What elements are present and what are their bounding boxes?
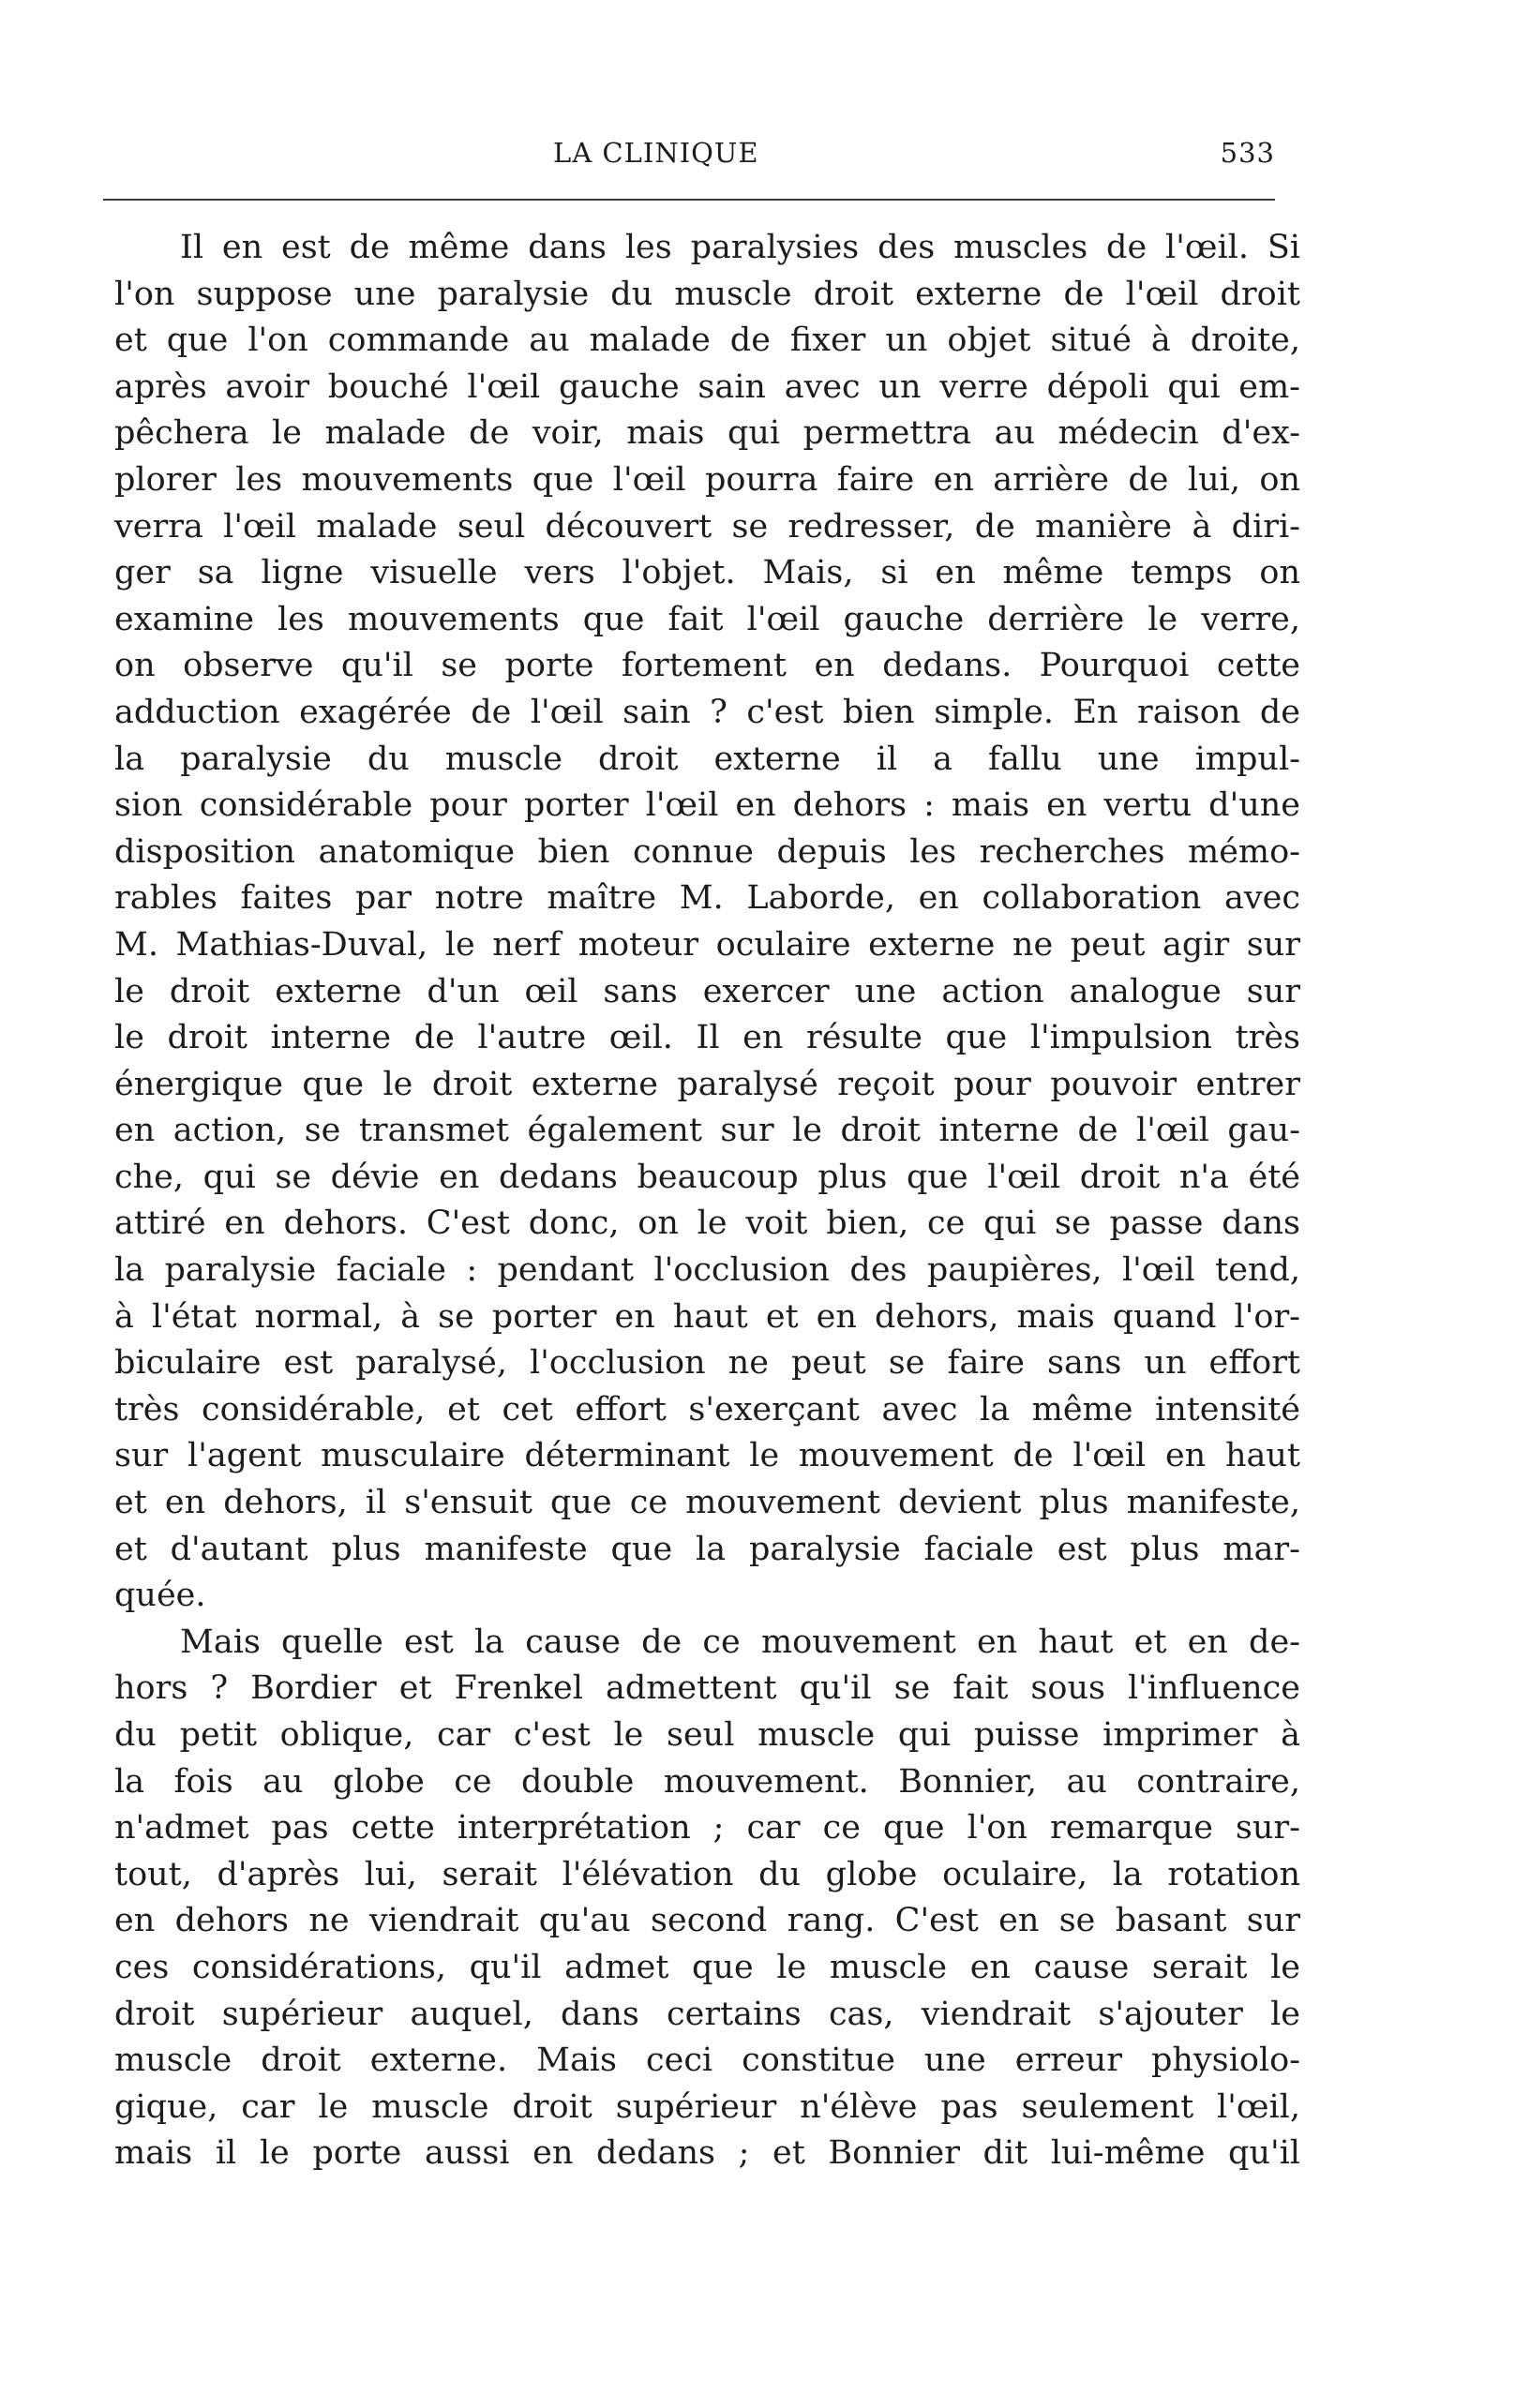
text-line: tout, d'après lui, serait l'élévation du globe oculaire, la rotation [114, 1855, 1300, 1893]
text-line: et que l'on commande au malade de fixer un objet situé à droite, [114, 322, 1300, 360]
text-line: disposition anatomique bien connue depuis les recherches mémo- [114, 832, 1300, 871]
running-head [103, 137, 1275, 178]
paragraph-2 [114, 1620, 1300, 2177]
text-line: rables faites par notre maître M. Laborde, en collaboration avec [114, 879, 1300, 918]
text-line: la paralysie du muscle droit externe il a fallu une impul- [114, 740, 1300, 778]
text-line: énergique que le droit externe paralysé reçoit pour pouvoir entrer [114, 1065, 1300, 1103]
text-line: muscle droit externe. Mais ceci constitue une erreur physiolo- [114, 2042, 1300, 2080]
text-line: n'admet pas cette interprétation ; car ce que l'on remarque sur- [114, 1809, 1300, 1847]
text-line: on observe qu'il se porte fortement en dedans. Pourquoi cette [114, 647, 1300, 685]
header-rule [103, 199, 1275, 201]
text-line: Il en est de même dans les paralysies des muscles de l'œil. Si [180, 229, 1300, 266]
text-line: le droit externe d'un œil sans exercer une action analogue sur [114, 972, 1300, 1010]
body-text [114, 225, 1300, 2177]
text-line: examine les mouvements que fait l'œil gauche derrière le verre, [114, 600, 1300, 638]
text-line: verra l'œil malade seul découvert se redresser, de manière à diri- [114, 507, 1300, 546]
text-line: en dehors ne viendrait qu'au second rang. C'est en se basant sur [114, 1902, 1300, 1940]
running-title: LA CLINIQUE [553, 137, 759, 169]
text-line: quée. [114, 1577, 206, 1615]
text-line: M. Mathias-Duval, le nerf moteur oculaire externe ne peut agir sur [114, 925, 1300, 964]
text-line: sion considérable pour porter l'œil en dehors : mais en vertu d'une [114, 786, 1300, 825]
text-line: et en dehors, il s'ensuit que ce mouvement devient plus manifeste, [114, 1484, 1300, 1522]
text-line: ces considérations, qu'il admet que le muscle en cause serait le [114, 1948, 1300, 1986]
text-line: attiré en dehors. C'est donc, on le voit bien, ce qui se passe dans [114, 1204, 1300, 1243]
page-number: 533 [1220, 137, 1275, 169]
text-line: du petit oblique, car c'est le seul muscle qui puisse imprimer à [114, 1716, 1300, 1754]
text-line: mais il le porte aussi en dedans ; et Bonnier dit lui-même qu'il [114, 2134, 1300, 2173]
text-line: ger sa ligne visuelle vers l'objet. Mais, si en même temps on [114, 554, 1300, 592]
text-line: en action, se transmet également sur le droit interne de l'œil gau- [114, 1112, 1300, 1150]
text-line: hors ? Bordier et Frenkel admettent qu'il se fait sous l'influence [114, 1669, 1300, 1708]
text-line: che, qui se dévie en dedans beaucoup plus que l'œil droit n'a été [114, 1158, 1300, 1196]
text-line: plorer les mouvements que l'œil pourra faire en arrière de lui, on [114, 460, 1300, 499]
text-line: très considérable, et cet effort s'exerçant avec la même intensité [114, 1390, 1300, 1428]
text-line: sur l'agent musculaire déterminant le mouvement de l'œil en haut [114, 1437, 1300, 1475]
text-line: après avoir bouché l'œil gauche sain avec un verre dépoli qui em- [114, 367, 1300, 406]
text-line: droit supérieur auquel, dans certains cas, viendrait s'ajouter le [114, 1995, 1300, 2033]
text-line: et d'autant plus manifeste que la paralysie faciale est plus mar- [114, 1530, 1300, 1568]
text-line: pêchera le malade de voir, mais qui permettra au médecin d'ex- [114, 414, 1300, 453]
text-line: adduction exagérée de l'œil sain ? c'est bien simple. En raison de [114, 693, 1300, 731]
text-line: le droit interne de l'autre œil. Il en résulte que l'impulsion très [114, 1019, 1300, 1057]
text-line: la paralysie faciale : pendant l'occlusion des paupières, l'œil tend, [114, 1251, 1300, 1290]
text-line: à l'état normal, à se porter en haut et en dehors, mais quand l'or- [114, 1297, 1300, 1336]
paragraph-1 [114, 225, 1300, 1620]
text-line: biculaire est paralysé, l'occlusion ne peut se faire sans un effort [114, 1344, 1300, 1383]
text-line: Mais quelle est la cause de ce mouvement en haut et en de- [180, 1623, 1300, 1661]
text-line: l'on suppose une paralysie du muscle droit externe de l'œil droit [114, 275, 1300, 313]
text-line: la fois au globe ce double mouvement. Bonnier, au contraire, [114, 1762, 1300, 1801]
text-line: gique, car le muscle droit supérieur n'élève pas seulement l'œil, [114, 2087, 1300, 2126]
